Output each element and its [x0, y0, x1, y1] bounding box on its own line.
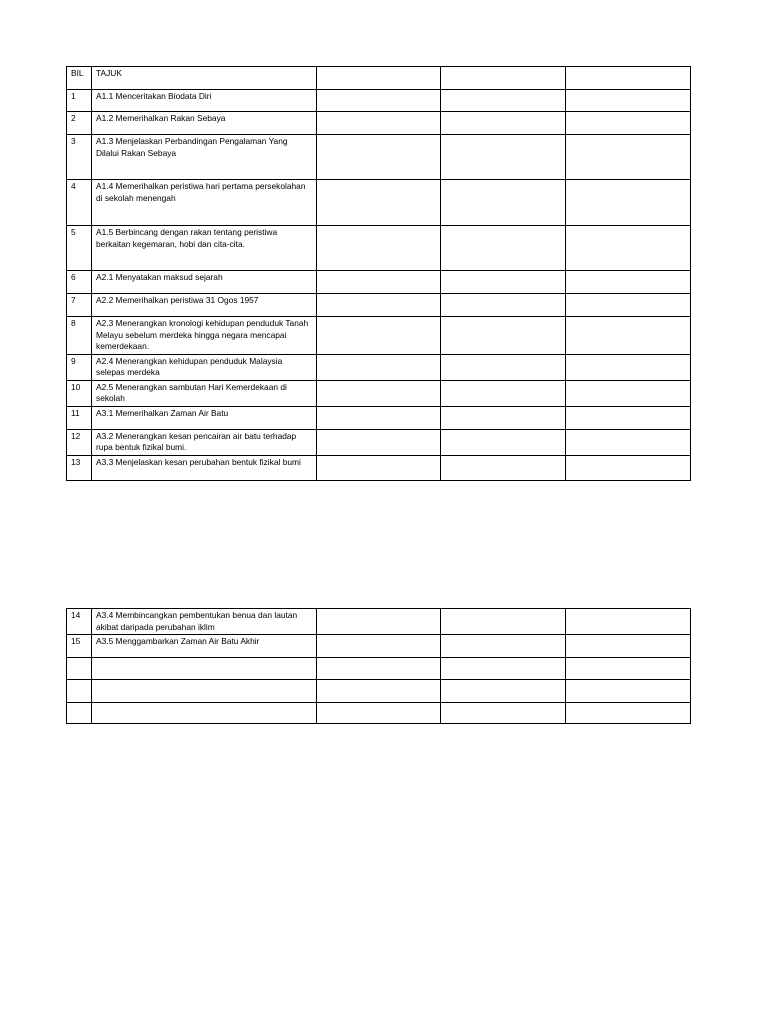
row-tajuk [92, 680, 317, 703]
table-row [67, 406, 691, 429]
row-bil [67, 680, 92, 703]
row-tajuk [92, 658, 317, 680]
row-empty-cell-2 [441, 271, 566, 294]
row-bil: 7 [67, 294, 92, 317]
row-bil: 15 [67, 635, 92, 658]
table-row [67, 271, 691, 294]
row-empty-cell-3 [566, 294, 691, 317]
row-tajuk: A1.4 Memerihalkan peristiwa hari pertama persekolahan di sekolah menengah [92, 180, 317, 226]
row-empty-cell-2 [441, 429, 566, 455]
row-bil: 3 [67, 135, 92, 180]
row-empty-cell-1 [317, 271, 441, 294]
row-empty-cell-1 [317, 294, 441, 317]
row-empty-cell-3 [566, 380, 691, 406]
row-tajuk: A1.2 Memerihalkan Rakan Sebaya [92, 112, 317, 135]
row-empty-cell-1 [317, 680, 441, 703]
row-empty-cell-1 [317, 703, 441, 724]
row-tajuk: A3.4 Membincangkan pembentukan benua dan lautan akibat daripada perubahan iklim [92, 609, 317, 635]
row-empty-cell-2 [441, 90, 566, 112]
table-row [67, 455, 691, 480]
row-empty-cell-3 [566, 112, 691, 135]
row-tajuk: A2.5 Menerangkan sambutan Hari Kemerdekaan di sekolah [92, 380, 317, 406]
row-bil: 11 [67, 406, 92, 429]
table-row [67, 635, 691, 658]
row-tajuk: A3.2 Menerangkan kesan pencairan air batu terhadap rupa bentuk fizikal bumi. [92, 429, 317, 455]
row-bil: 1 [67, 90, 92, 112]
table-row [67, 317, 691, 355]
row-empty-cell-3 [566, 680, 691, 703]
row-empty-cell-1 [317, 455, 441, 480]
row-bil: 8 [67, 317, 92, 355]
topic-table-1 [66, 66, 691, 481]
header-empty-1 [317, 67, 441, 90]
row-empty-cell-2 [441, 112, 566, 135]
header-bil: BIL [67, 67, 92, 90]
row-bil: 5 [67, 226, 92, 271]
row-bil: 10 [67, 380, 92, 406]
row-empty-cell-1 [317, 635, 441, 658]
row-empty-cell-1 [317, 354, 441, 380]
table-row [67, 703, 691, 724]
row-bil: 2 [67, 112, 92, 135]
header-empty-3 [566, 67, 691, 90]
row-empty-cell-3 [566, 90, 691, 112]
row-empty-cell-1 [317, 658, 441, 680]
row-empty-cell-1 [317, 609, 441, 635]
table-row [67, 609, 691, 635]
row-empty-cell-3 [566, 658, 691, 680]
table-row [67, 90, 691, 112]
topic-table-2 [66, 608, 691, 724]
row-empty-cell-2 [441, 354, 566, 380]
row-empty-cell-1 [317, 226, 441, 271]
row-empty-cell-1 [317, 429, 441, 455]
row-empty-cell-1 [317, 406, 441, 429]
row-empty-cell-2 [441, 609, 566, 635]
row-empty-cell-2 [441, 135, 566, 180]
row-empty-cell-3 [566, 455, 691, 480]
row-empty-cell-1 [317, 180, 441, 226]
table-row [67, 294, 691, 317]
row-empty-cell-2 [441, 658, 566, 680]
header-tajuk: TAJUK [92, 67, 317, 90]
row-empty-cell-3 [566, 406, 691, 429]
row-bil: 13 [67, 455, 92, 480]
row-empty-cell-2 [441, 635, 566, 658]
table-row [67, 135, 691, 180]
row-tajuk: A2.4 Menerangkan kehidupan penduduk Malaysia selepas merdeka [92, 354, 317, 380]
row-empty-cell-1 [317, 135, 441, 180]
row-tajuk: A1.3 Menjelaskan Perbandingan Pengalaman Yang Dilalui Rakan Sebaya [92, 135, 317, 180]
row-tajuk: A2.3 Menerangkan kronologi kehidupan penduduk Tanah Melayu sebelum merdeka hingga negara mencapai kemerdekaan. [92, 317, 317, 355]
table-header-row [67, 67, 691, 90]
table-row [67, 180, 691, 226]
row-empty-cell-2 [441, 294, 566, 317]
row-empty-cell-1 [317, 90, 441, 112]
table-row [67, 354, 691, 380]
row-tajuk: A3.3 Menjelaskan kesan perubahan bentuk fizikal bumi [92, 455, 317, 480]
row-bil: 4 [67, 180, 92, 226]
row-bil: 12 [67, 429, 92, 455]
row-empty-cell-2 [441, 680, 566, 703]
table-row [67, 429, 691, 455]
row-tajuk: A2.1 Menyatakan maksud sejarah [92, 271, 317, 294]
row-empty-cell-3 [566, 609, 691, 635]
row-empty-cell-2 [441, 703, 566, 724]
table-row [67, 658, 691, 680]
row-empty-cell-3 [566, 354, 691, 380]
row-tajuk: A1.5 Berbincang dengan rakan tentang peristiwa berkaitan kegemaran, hobi dan cita-cita. [92, 226, 317, 271]
table-row [67, 380, 691, 406]
row-empty-cell-1 [317, 317, 441, 355]
header-empty-2 [441, 67, 566, 90]
table-row [67, 680, 691, 703]
row-empty-cell-2 [441, 180, 566, 226]
row-tajuk: A3.5 Menggambarkan Zaman Air Batu Akhir [92, 635, 317, 658]
row-empty-cell-1 [317, 380, 441, 406]
row-bil [67, 703, 92, 724]
table-row [67, 112, 691, 135]
row-empty-cell-3 [566, 317, 691, 355]
row-empty-cell-3 [566, 703, 691, 724]
row-empty-cell-2 [441, 380, 566, 406]
row-empty-cell-3 [566, 429, 691, 455]
row-bil [67, 658, 92, 680]
row-bil: 9 [67, 354, 92, 380]
row-bil: 6 [67, 271, 92, 294]
row-tajuk: A1.1 Menceritakan Biodata Diri [92, 90, 317, 112]
row-empty-cell-3 [566, 180, 691, 226]
row-tajuk: A2.2 Memerihalkan peristiwa 31 Ogos 1957 [92, 294, 317, 317]
row-bil: 14 [67, 609, 92, 635]
table-row [67, 226, 691, 271]
row-tajuk: A3.1 Memerihalkan Zaman Air Batu [92, 406, 317, 429]
row-empty-cell-3 [566, 226, 691, 271]
row-empty-cell-3 [566, 635, 691, 658]
row-empty-cell-3 [566, 271, 691, 294]
row-empty-cell-2 [441, 226, 566, 271]
row-empty-cell-2 [441, 317, 566, 355]
row-empty-cell-2 [441, 455, 566, 480]
row-tajuk [92, 703, 317, 724]
row-empty-cell-2 [441, 406, 566, 429]
row-empty-cell-3 [566, 135, 691, 180]
row-empty-cell-1 [317, 112, 441, 135]
